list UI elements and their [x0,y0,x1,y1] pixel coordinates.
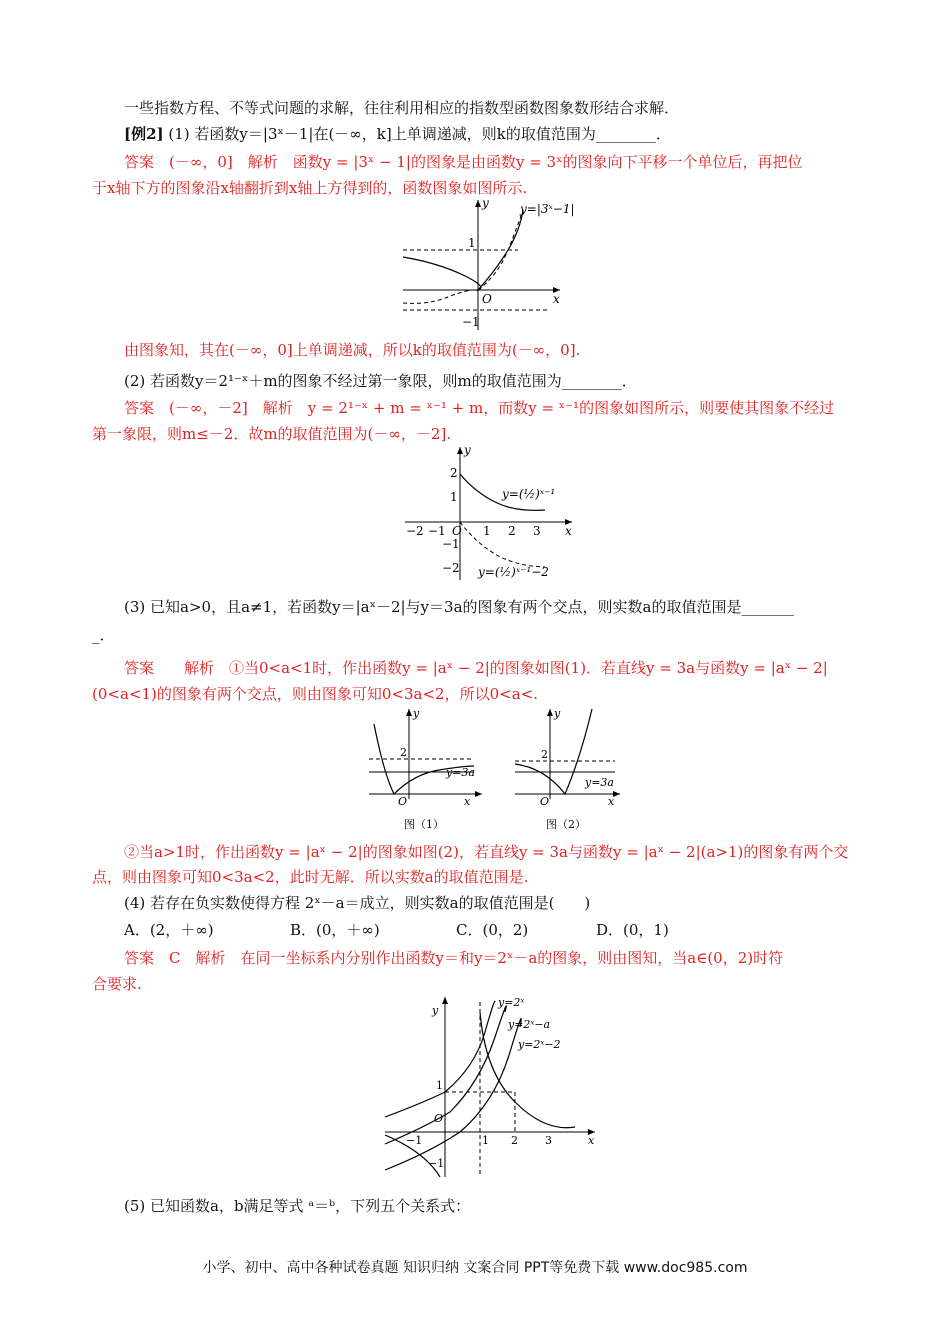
example3-answer-line3: ②当a>1时，作出函数y = |aˣ − 2|的图象如图(2)，若直线y = 3a与函数y = |aˣ − 2|(a>1)的图象有两个交 [124,843,849,861]
example3-question-line1: (3) 已知a>0，且a≠1，若函数y＝|aˣ－2|与y＝3a的图象有两个交点，则实数a的取值范围是_______ [124,598,794,616]
origin-label: O [398,795,408,808]
origin-label: O [434,1112,444,1125]
tick-x-1: 1 [483,524,491,538]
figure-2x-family [380,992,600,1182]
example3-question-line2: _． [92,626,115,644]
line-label: y=3a [446,766,475,779]
tick-x-2: 2 [511,1134,518,1147]
figure-abs-3x-minus-1 [398,195,575,335]
tick-x-2: 2 [508,524,516,538]
example3-answer-line4: 点，则由图象可知0<3a<2，此时无解．所以实数a的取值范围是. [92,868,529,886]
origin-label: O [482,292,492,306]
x-axis-label: x [553,292,560,306]
curve-label-2x-a: y=2ˣ−a [508,1018,551,1031]
origin-label: O [452,524,462,538]
example1-question: [例2] (1) 若函数y＝|3ˣ－1|在(－∞，k]上单调递减，则k的取值范围为________． [124,125,671,143]
tick-2: 2 [541,748,548,761]
example-tag: [例2] [124,125,164,143]
curve-label-2x: y=2ˣ [498,996,525,1009]
line-label: y=3a [585,776,614,789]
option-d: D．(0，1) [596,921,669,939]
tick-x-minus2: −2 [406,524,424,538]
example1-answer-line2: 于x轴下方的图象沿x轴翻折到x轴上方得到的，函数图象如图所示. [92,179,528,197]
example2-question: (2) 若函数y＝2¹⁻ˣ＋m的图象不经过第一象限，则m的取值范围为________． [124,372,637,390]
x-axis-label: x [464,795,471,808]
y-axis-label: y [464,443,471,457]
example2-answer-line2: 第一象限，则m≤－2．故m的取值范围为(－∞，－2]. [92,425,452,443]
tick-x-3: 3 [545,1134,552,1147]
tick-y-1: 1 [450,490,458,504]
x-axis-label: x [565,524,572,538]
tick-x-minus1: −1 [428,524,446,538]
example3-answer-line2: (0<a<1)的图象有两个交点，则由图象可知0<3a<2，所以0<a<. [92,685,538,703]
y-axis-label: y [482,196,489,210]
intro-text: 一些指数方程、不等式问题的求解，往往利用相应的指数型函数图象数形结合求解． [124,99,680,117]
option-c: C．(0，2) [456,921,529,939]
tick-y-minus1: −1 [442,537,460,551]
x-axis-label: x [608,795,615,808]
tick-x-3: 3 [533,524,541,538]
curve-label: y=|3ˣ−1| [520,202,575,216]
tick-minus1: −1 [462,315,480,329]
tick-y-1: 1 [436,1079,443,1092]
example4-question: (4) 若存在负实数使得方程 2ˣ－a＝成立，则实数a的取值范围是( ) [124,894,591,912]
example3-answer-line1: 答案 解析 ①当0<a<1时，作出函数y = |aˣ − 2|的图象如图(1)．若直线y = 3a与函数y = |aˣ − 2| [124,659,828,677]
figure-caption: 图（1） [404,818,444,831]
example4-answer-line1: 答案 C 解析 在同一坐标系内分别作出函数y＝和y＝2ˣ－a的图象，则由图知，当a∈(0，2)时符 [124,949,784,967]
page-footer: 小学、初中、高中各种试卷真题 知识归纳 文案合同 PPT等免费下载 www.doc985.com [202,1260,748,1276]
example4-answer-line2: 合要求. [92,975,142,993]
origin-label: O [540,795,550,808]
curve2-label: y=(½)ˣ⁻¹−2 [478,565,549,579]
example5-question: (5) 已知函数a，b满足等式 ᵃ＝ᵇ，下列五个关系式： [124,1197,471,1215]
curve-label-2x-2: y=2ˣ−2 [518,1038,561,1051]
option-b: B．(0，＋∞) [290,921,380,939]
y-axis-label: y [554,707,561,720]
tick-y-2: 2 [450,466,458,480]
curve1-label: y=(½)ˣ⁻¹ [502,487,556,501]
figure-3-1 [364,704,489,834]
tick-2: 2 [400,746,407,759]
y-axis-label: y [413,707,420,720]
tick-y-minus2: −2 [442,561,460,575]
tick-x-minus1: −1 [406,1134,423,1147]
option-a: A．(2，＋∞) [124,921,214,939]
y-axis-label: y [432,1004,439,1017]
figure-3-2 [510,704,635,834]
figure-caption: 图（2） [546,818,586,831]
figure-half-power [400,442,580,582]
tick-y-minus1: −1 [428,1157,445,1170]
example2-answer-line1: 答案 (－∞，－2] 解析 y = 2¹⁻ˣ + m = ˣ⁻¹ + m，而数y = ˣ⁻¹的图象如图所示，则要使其图象不经过 [124,399,835,417]
tick-1: 1 [468,236,476,250]
tick-x-1: 1 [482,1134,489,1147]
example1-answer-line1: 答案 (－∞，0] 解析 函数y = |3ˣ − 1|的图象是由函数y = 3ˣ的图象向下平移一个单位后，再把位 [124,153,803,171]
x-axis-label: x [588,1134,595,1147]
example1-conclusion: 由图象知，其在(－∞，0]上单调递减，所以k的取值范围为(－∞，0]. [124,341,581,359]
